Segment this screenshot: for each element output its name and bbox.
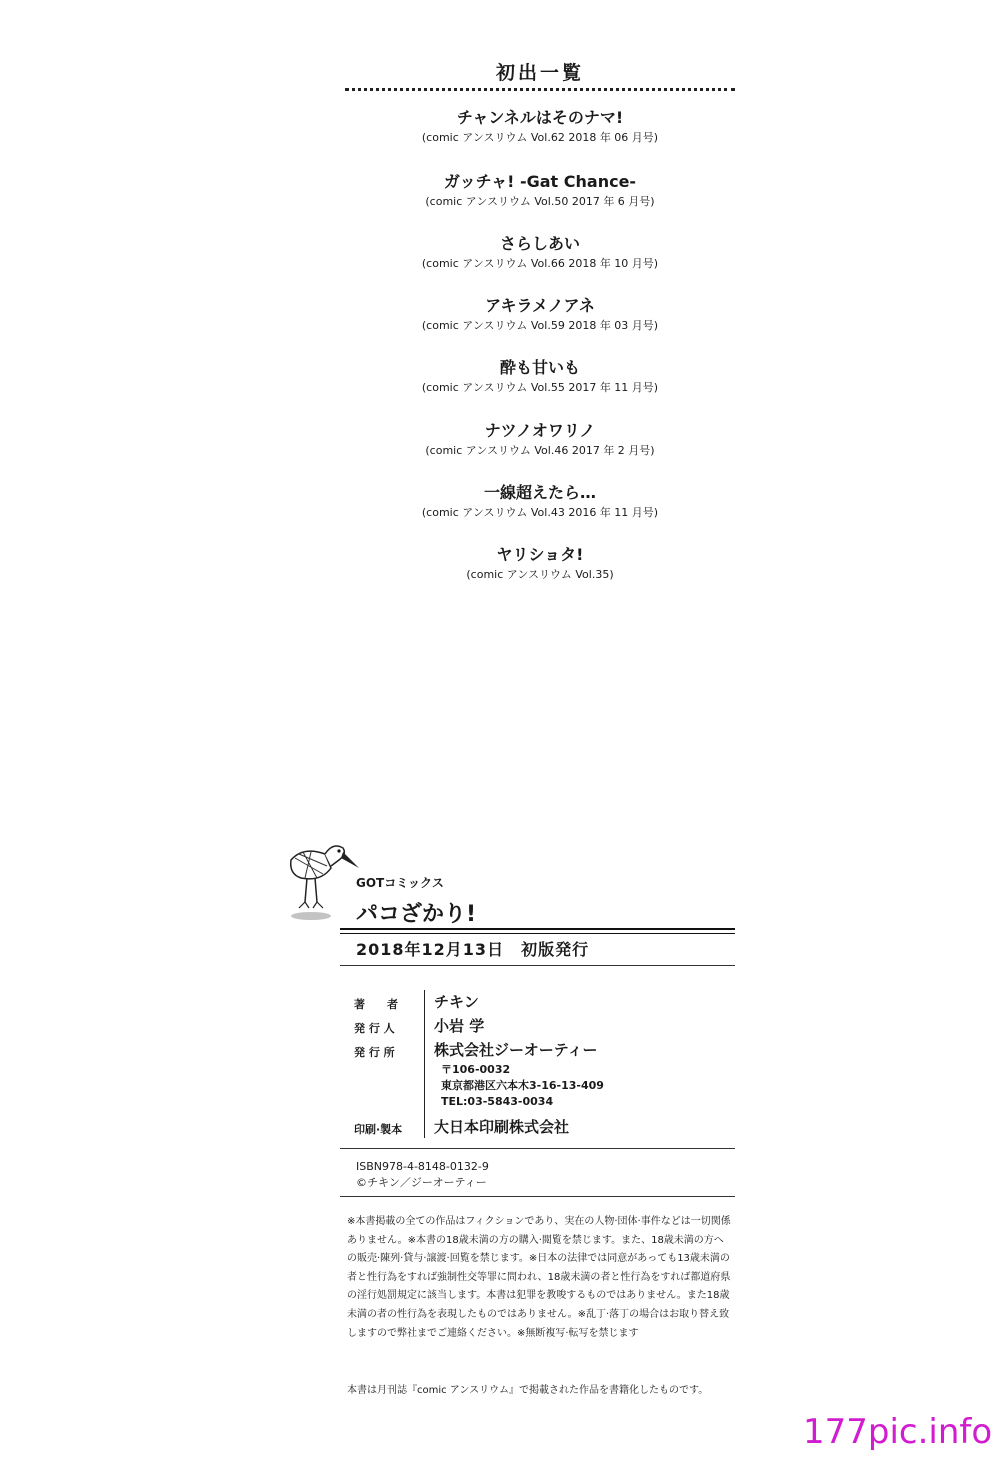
credits xyxy=(354,990,734,1062)
isbn-block xyxy=(356,1159,489,1191)
entry-title: 酔も甘いも xyxy=(499,358,580,377)
postal-code: 〒106-0032 xyxy=(441,1063,511,1076)
first-appearance-title: 初出一覧 xyxy=(495,62,584,84)
printer-credit xyxy=(354,1115,734,1139)
divider xyxy=(340,1196,735,1197)
entry-title: アキラメノアネ xyxy=(485,296,595,315)
entry-title: さらしあい xyxy=(499,234,580,253)
entry-source: (comic アンスリウム Vol.59 2018 年 03 月号) xyxy=(421,319,659,332)
credit-row xyxy=(354,1038,734,1062)
entry-title: 一線超えたら… xyxy=(483,483,596,502)
entry-title: ガッチャ! -Gat Chance- xyxy=(443,172,637,191)
list-item xyxy=(340,171,740,210)
copyright: ©チキン／ジーオーティー xyxy=(356,1176,487,1189)
list-item xyxy=(340,107,740,146)
divider xyxy=(340,965,735,966)
book-title: パコざかり! xyxy=(356,902,477,927)
imprint-label: GOTコミックス xyxy=(356,876,444,890)
publisher-person-value: 小岩 学 xyxy=(434,1017,485,1035)
entry-source: (comic アンスリウム Vol.43 2016 年 11 月号) xyxy=(421,506,659,519)
credit-row xyxy=(354,1115,734,1139)
printer-label: 印刷·製本 xyxy=(354,1123,403,1136)
legal-notice: ※本書掲載の全ての作品はフィクションであり、実在の人物·団体·事件などは一切関係ありません。※本書の18歳未満の方の購入·閲覧を禁じます。また、18歳未満の方への販売·陳列·貸与·譲渡·回覧を禁じます。※日本の法律では同意があっても13歳未満の者と性行為をすれば強制性交等罪に問われ、18歳未満の者と性行為をすれば都道府県の淫行処罰規定に該当します。本書は犯罪を教唆するものではありません。また18歳未満の者の性行為を表現したものではありません。※乱丁·落丁の場合はお取り替え致しますので弊社までご連絡ください。※無断複写·転写を禁じます xyxy=(347,1216,731,1339)
bird-mascot-icon xyxy=(283,838,363,928)
list-item xyxy=(340,233,740,272)
printer-value: 大日本印刷株式会社 xyxy=(434,1118,570,1136)
list-item xyxy=(340,544,740,583)
dotted-divider xyxy=(345,88,735,91)
divider xyxy=(340,933,735,934)
publisher-label: 発 行 所 xyxy=(354,1046,395,1059)
credit-row xyxy=(354,990,734,1014)
entry-source: (comic アンスリウム Vol.66 2018 年 10 月号) xyxy=(421,257,659,270)
divider xyxy=(340,928,735,930)
credit-row xyxy=(354,1014,734,1038)
author-value: チキン xyxy=(434,993,479,1011)
entry-title: ナツノオワリノ xyxy=(484,421,596,440)
list-item xyxy=(340,482,740,521)
publisher-value: 株式会社ジーオーティー xyxy=(434,1041,598,1059)
list-item xyxy=(340,357,740,396)
entry-source: (comic アンスリウム Vol.62 2018 年 06 月号) xyxy=(421,131,659,144)
author-label: 著 者 xyxy=(354,998,398,1011)
entry-source: (comic アンスリウム Vol.55 2017 年 11 月号) xyxy=(421,381,659,394)
isbn: ISBN978-4-8148-0132-9 xyxy=(356,1160,489,1173)
phone-number: TEL:03-5843-0034 xyxy=(441,1095,554,1108)
entry-source: (comic アンスリウム Vol.50 2017 年 6 月号) xyxy=(425,195,655,208)
publisher-person-label: 発 行 人 xyxy=(354,1022,395,1035)
entry-source: (comic アンスリウム Vol.35) xyxy=(466,568,614,581)
divider xyxy=(340,1148,735,1149)
watermark: 177pic.info xyxy=(803,1412,993,1452)
list-item xyxy=(340,420,740,459)
publisher-address xyxy=(441,1062,604,1110)
footnote: 本書は月刊誌『comic アンスリウム』で掲載された作品を書籍化したものです。 xyxy=(347,1385,709,1396)
publication-date: 2018年12月13日 初版発行 xyxy=(356,940,590,959)
entry-title: ヤリショタ! xyxy=(496,545,584,564)
list-item xyxy=(340,295,740,334)
street-address: 東京都港区六本木3-16-13-409 xyxy=(441,1079,604,1092)
entry-title: チャンネルはそのナマ! xyxy=(456,108,624,127)
entry-source: (comic アンスリウム Vol.46 2017 年 2 月号) xyxy=(425,444,655,457)
